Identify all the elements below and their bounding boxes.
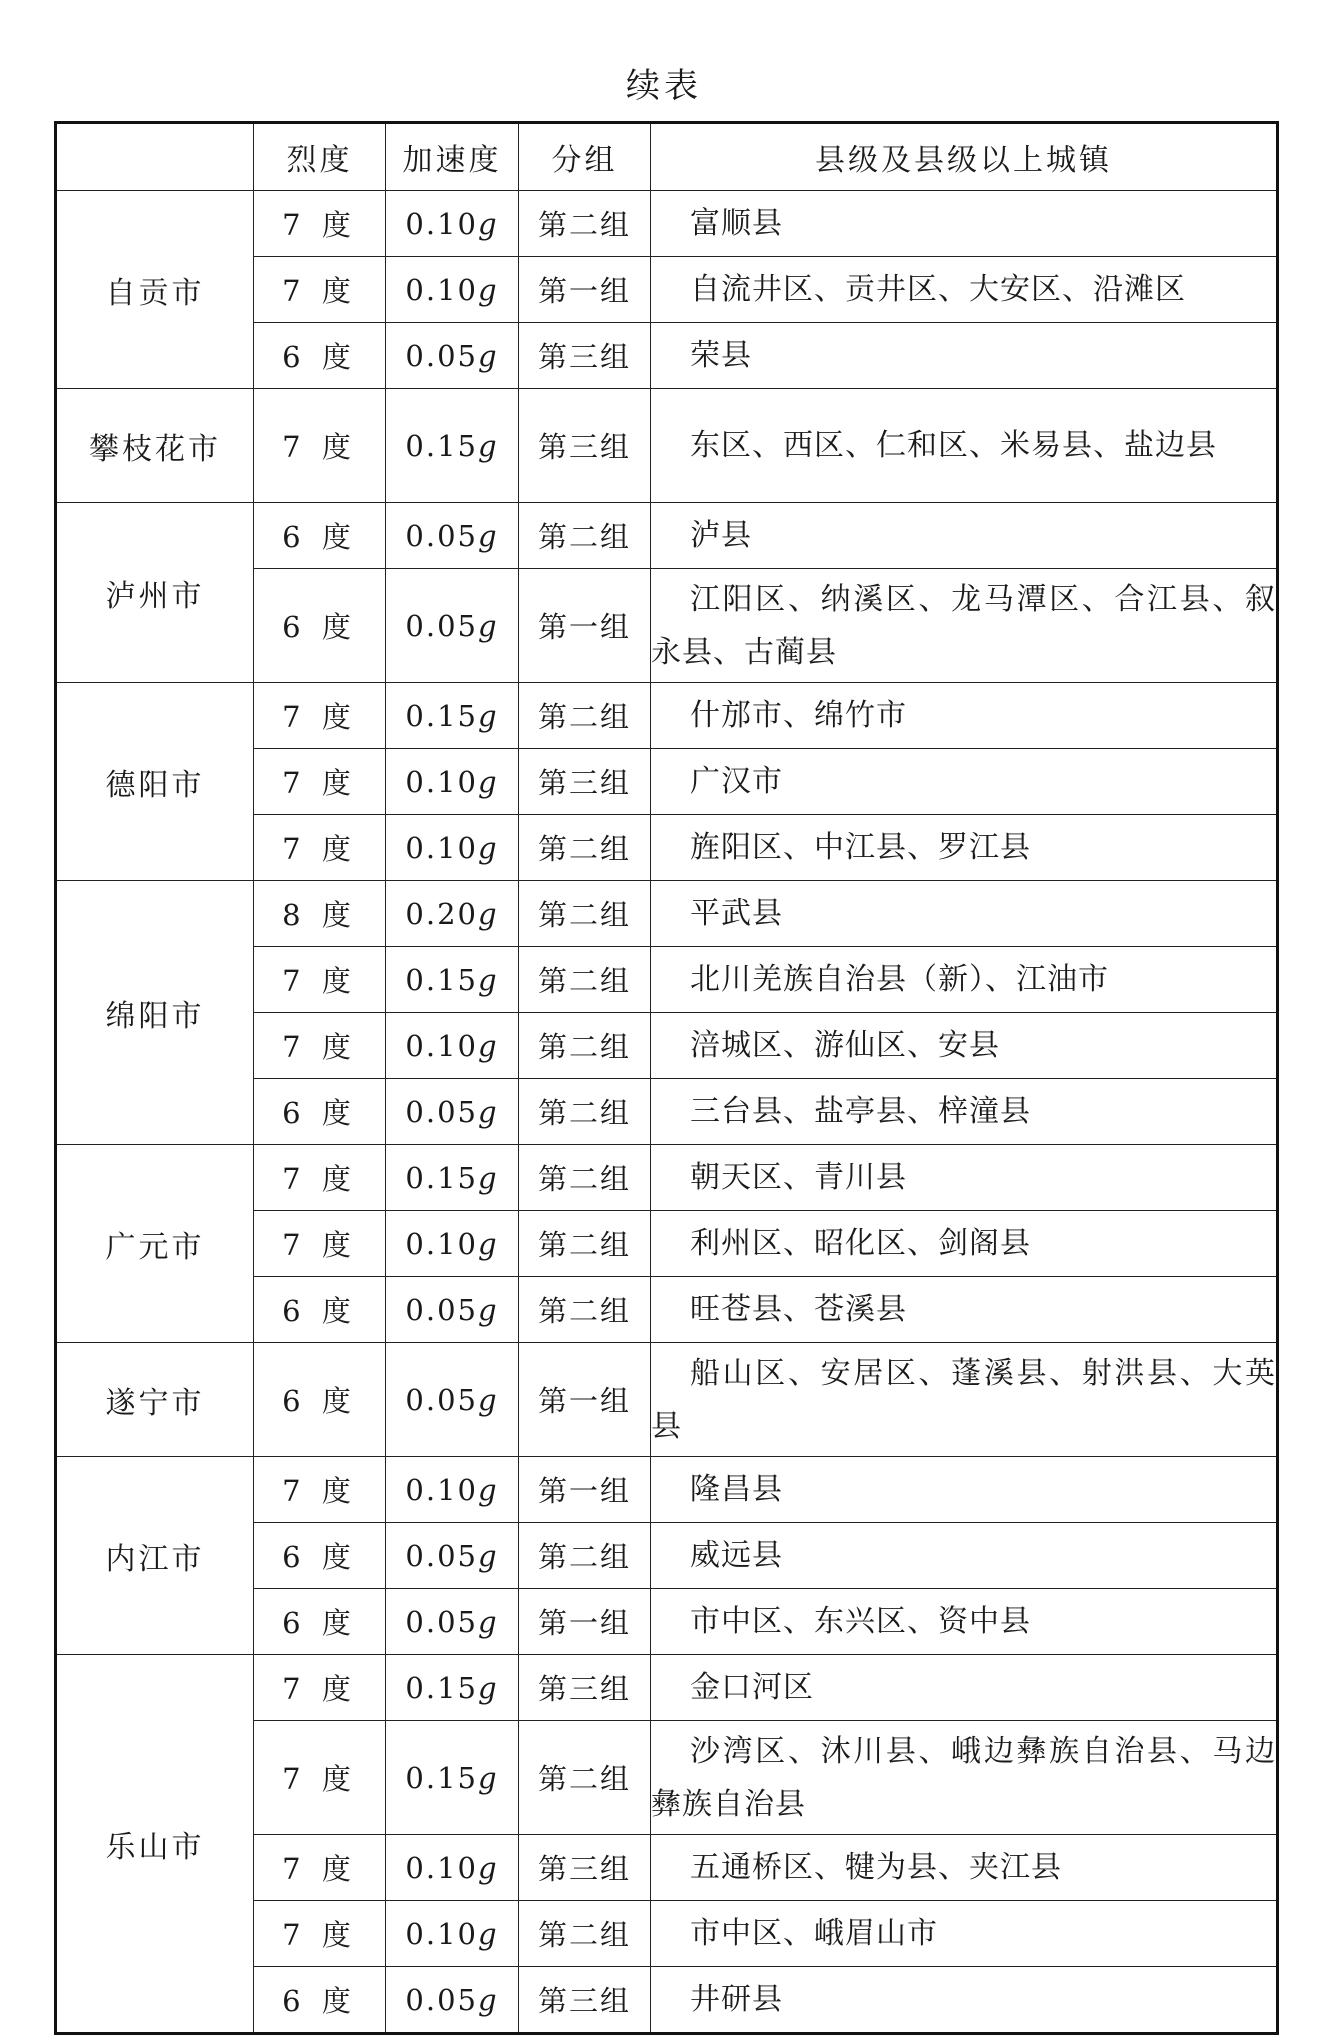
group-cell: 第二组	[519, 1145, 651, 1211]
acceleration-unit: g	[478, 608, 499, 643]
acceleration-cell	[386, 1145, 519, 1211]
towns-cell: 泸县	[651, 503, 1278, 569]
acceleration-cell	[386, 257, 519, 323]
acceleration-cell	[386, 1835, 519, 1901]
city-cell: 泸州市	[56, 503, 254, 683]
group-cell: 第二组	[519, 947, 651, 1013]
acceleration-unit: g	[478, 1538, 499, 1573]
header-group: 分组	[519, 123, 651, 191]
acceleration-unit: g	[478, 764, 499, 799]
acceleration-value: 0.15	[405, 962, 478, 997]
intensity-cell: 8 度	[254, 881, 386, 947]
acceleration-cell	[386, 389, 519, 503]
intensity-cell: 7 度	[254, 1457, 386, 1523]
acceleration-value: 0.10	[405, 1472, 478, 1507]
acceleration-unit: g	[478, 1292, 499, 1327]
acceleration-value: 0.05	[405, 518, 478, 553]
acceleration-cell	[386, 1967, 519, 2034]
acceleration-value: 0.10	[405, 1028, 478, 1063]
acceleration-cell	[386, 1523, 519, 1589]
table-row	[56, 683, 1278, 749]
page-title: 续表	[626, 66, 702, 106]
towns-cell: 沙湾区、沐川县、峨边彝族自治县、马边彝族自治县	[651, 1721, 1278, 1835]
intensity-cell: 7 度	[254, 1013, 386, 1079]
group-cell: 第三组	[519, 1967, 651, 2034]
group-cell: 第二组	[519, 683, 651, 749]
acceleration-value: 0.05	[405, 1094, 478, 1129]
acceleration-unit: g	[478, 338, 499, 373]
acceleration-value: 0.05	[405, 1982, 478, 2017]
towns-cell: 旺苍县、苍溪县	[651, 1277, 1278, 1343]
group-cell: 第二组	[519, 815, 651, 881]
acceleration-value: 0.10	[405, 272, 478, 307]
acceleration-value: 0.05	[405, 608, 478, 643]
towns-cell: 五通桥区、犍为县、夹江县	[651, 1835, 1278, 1901]
acceleration-unit: g	[478, 1760, 499, 1795]
city-cell: 攀枝花市	[56, 389, 254, 503]
intensity-cell: 6 度	[254, 323, 386, 389]
towns-cell: 朝天区、青川县	[651, 1145, 1278, 1211]
table-row	[56, 1145, 1278, 1211]
intensity-cell: 6 度	[254, 1277, 386, 1343]
towns-cell: 东区、西区、仁和区、米易县、盐边县	[651, 389, 1278, 503]
intensity-cell: 7 度	[254, 257, 386, 323]
acceleration-value: 0.15	[405, 1760, 478, 1795]
acceleration-unit: g	[478, 962, 499, 997]
acceleration-unit: g	[478, 1982, 499, 2017]
intensity-cell: 6 度	[254, 1589, 386, 1655]
intensity-cell: 7 度	[254, 191, 386, 257]
towns-cell: 金口河区	[651, 1655, 1278, 1721]
towns-cell: 自流井区、贡井区、大安区、沿滩区	[651, 257, 1278, 323]
acceleration-cell	[386, 749, 519, 815]
group-cell: 第二组	[519, 1721, 651, 1835]
table-row	[56, 503, 1278, 569]
acceleration-unit: g	[478, 428, 499, 463]
acceleration-cell	[386, 947, 519, 1013]
acceleration-cell	[386, 1721, 519, 1835]
acceleration-value: 0.10	[405, 206, 478, 241]
acceleration-value: 0.10	[405, 1916, 478, 1951]
acceleration-value: 0.10	[405, 1226, 478, 1261]
table-header-row	[56, 123, 1278, 191]
acceleration-value: 0.05	[405, 338, 478, 373]
group-cell: 第二组	[519, 1523, 651, 1589]
towns-cell: 涪城区、游仙区、安县	[651, 1013, 1278, 1079]
acceleration-unit: g	[478, 206, 499, 241]
table-row	[56, 389, 1278, 503]
towns-cell: 广汉市	[651, 749, 1278, 815]
city-cell: 遂宁市	[56, 1343, 254, 1457]
intensity-cell: 6 度	[254, 503, 386, 569]
acceleration-unit: g	[478, 1472, 499, 1507]
acceleration-value: 0.10	[405, 1850, 478, 1885]
acceleration-unit: g	[478, 1160, 499, 1195]
acceleration-value: 0.15	[405, 1670, 478, 1705]
city-cell: 广元市	[56, 1145, 254, 1343]
intensity-cell: 7 度	[254, 1901, 386, 1967]
acceleration-unit: g	[478, 1382, 499, 1417]
acceleration-cell	[386, 1343, 519, 1457]
acceleration-cell	[386, 881, 519, 947]
acceleration-unit: g	[478, 1850, 499, 1885]
towns-cell: 什邡市、绵竹市	[651, 683, 1278, 749]
acceleration-value: 0.10	[405, 830, 478, 865]
group-cell: 第二组	[519, 881, 651, 947]
group-cell: 第二组	[519, 1079, 651, 1145]
header-acceleration: 加速度	[386, 123, 519, 191]
group-cell: 第一组	[519, 1589, 651, 1655]
intensity-cell: 7 度	[254, 683, 386, 749]
acceleration-unit: g	[478, 698, 499, 733]
acceleration-cell	[386, 1589, 519, 1655]
intensity-cell: 6 度	[254, 1523, 386, 1589]
acceleration-value: 0.20	[405, 896, 478, 931]
table-body	[56, 191, 1278, 2034]
acceleration-value: 0.05	[405, 1538, 478, 1573]
acceleration-value: 0.15	[405, 1160, 478, 1195]
acceleration-cell	[386, 1079, 519, 1145]
header-intensity: 烈度	[254, 123, 386, 191]
table-row	[56, 1655, 1278, 1721]
group-cell: 第二组	[519, 1211, 651, 1277]
towns-cell: 船山区、安居区、蓬溪县、射洪县、大英县	[651, 1343, 1278, 1457]
towns-cell: 荣县	[651, 323, 1278, 389]
group-cell: 第二组	[519, 191, 651, 257]
header-city	[56, 123, 254, 191]
intensity-cell: 7 度	[254, 815, 386, 881]
acceleration-cell	[386, 1901, 519, 1967]
intensity-cell: 6 度	[254, 1343, 386, 1457]
city-cell: 绵阳市	[56, 881, 254, 1145]
group-cell: 第二组	[519, 1013, 651, 1079]
intensity-cell: 7 度	[254, 1721, 386, 1835]
acceleration-unit: g	[478, 896, 499, 931]
city-cell: 乐山市	[56, 1655, 254, 2034]
acceleration-unit: g	[478, 830, 499, 865]
towns-cell: 井研县	[651, 1967, 1278, 2034]
intensity-cell: 7 度	[254, 1655, 386, 1721]
acceleration-cell	[386, 815, 519, 881]
group-cell: 第一组	[519, 569, 651, 683]
towns-cell: 威远县	[651, 1523, 1278, 1589]
towns-cell: 江阳区、纳溪区、龙马潭区、合江县、叙永县、古蔺县	[651, 569, 1278, 683]
acceleration-unit: g	[478, 1094, 499, 1129]
acceleration-cell	[386, 503, 519, 569]
acceleration-unit: g	[478, 1916, 499, 1951]
intensity-cell: 7 度	[254, 947, 386, 1013]
acceleration-cell	[386, 1655, 519, 1721]
group-cell: 第二组	[519, 1277, 651, 1343]
acceleration-cell	[386, 1457, 519, 1523]
towns-cell: 平武县	[651, 881, 1278, 947]
towns-cell: 市中区、东兴区、资中县	[651, 1589, 1278, 1655]
group-cell: 第三组	[519, 749, 651, 815]
intensity-cell: 6 度	[254, 1967, 386, 2034]
intensity-cell: 7 度	[254, 389, 386, 503]
table-row	[56, 881, 1278, 947]
acceleration-value: 0.15	[405, 428, 478, 463]
acceleration-value: 0.05	[405, 1292, 478, 1327]
towns-cell: 利州区、昭化区、剑阁县	[651, 1211, 1278, 1277]
intensity-cell: 7 度	[254, 1145, 386, 1211]
towns-cell: 三台县、盐亭县、梓潼县	[651, 1079, 1278, 1145]
header-towns: 县级及县级以上城镇	[651, 123, 1278, 191]
city-cell: 自贡市	[56, 191, 254, 389]
acceleration-value: 0.10	[405, 764, 478, 799]
group-cell: 第一组	[519, 1457, 651, 1523]
acceleration-unit: g	[478, 1226, 499, 1261]
group-cell: 第一组	[519, 1343, 651, 1457]
intensity-cell: 6 度	[254, 569, 386, 683]
group-cell: 第三组	[519, 323, 651, 389]
acceleration-unit: g	[478, 1604, 499, 1639]
acceleration-value: 0.05	[405, 1382, 478, 1417]
group-cell: 第一组	[519, 257, 651, 323]
acceleration-cell	[386, 569, 519, 683]
acceleration-cell	[386, 1211, 519, 1277]
acceleration-cell	[386, 1277, 519, 1343]
city-cell: 内江市	[56, 1457, 254, 1655]
table-row	[56, 191, 1278, 257]
group-cell: 第二组	[519, 1901, 651, 1967]
intensity-cell: 7 度	[254, 1211, 386, 1277]
group-cell: 第三组	[519, 389, 651, 503]
acceleration-value: 0.15	[405, 698, 478, 733]
towns-cell: 富顺县	[651, 191, 1278, 257]
acceleration-cell	[386, 323, 519, 389]
intensity-cell: 6 度	[254, 1079, 386, 1145]
towns-cell: 旌阳区、中江县、罗江县	[651, 815, 1278, 881]
city-cell: 德阳市	[56, 683, 254, 881]
seismic-zoning-table	[54, 121, 1279, 2035]
acceleration-value: 0.05	[405, 1604, 478, 1639]
towns-cell: 市中区、峨眉山市	[651, 1901, 1278, 1967]
towns-cell: 隆昌县	[651, 1457, 1278, 1523]
table-row	[56, 1343, 1278, 1457]
acceleration-unit: g	[478, 272, 499, 307]
acceleration-cell	[386, 683, 519, 749]
table-row	[56, 1457, 1278, 1523]
group-cell: 第二组	[519, 503, 651, 569]
intensity-cell: 7 度	[254, 749, 386, 815]
acceleration-cell	[386, 191, 519, 257]
acceleration-unit: g	[478, 1670, 499, 1705]
acceleration-cell	[386, 1013, 519, 1079]
acceleration-unit: g	[478, 518, 499, 553]
group-cell: 第三组	[519, 1655, 651, 1721]
acceleration-unit: g	[478, 1028, 499, 1063]
towns-cell: 北川羌族自治县（新）、江油市	[651, 947, 1278, 1013]
group-cell: 第三组	[519, 1835, 651, 1901]
intensity-cell: 7 度	[254, 1835, 386, 1901]
